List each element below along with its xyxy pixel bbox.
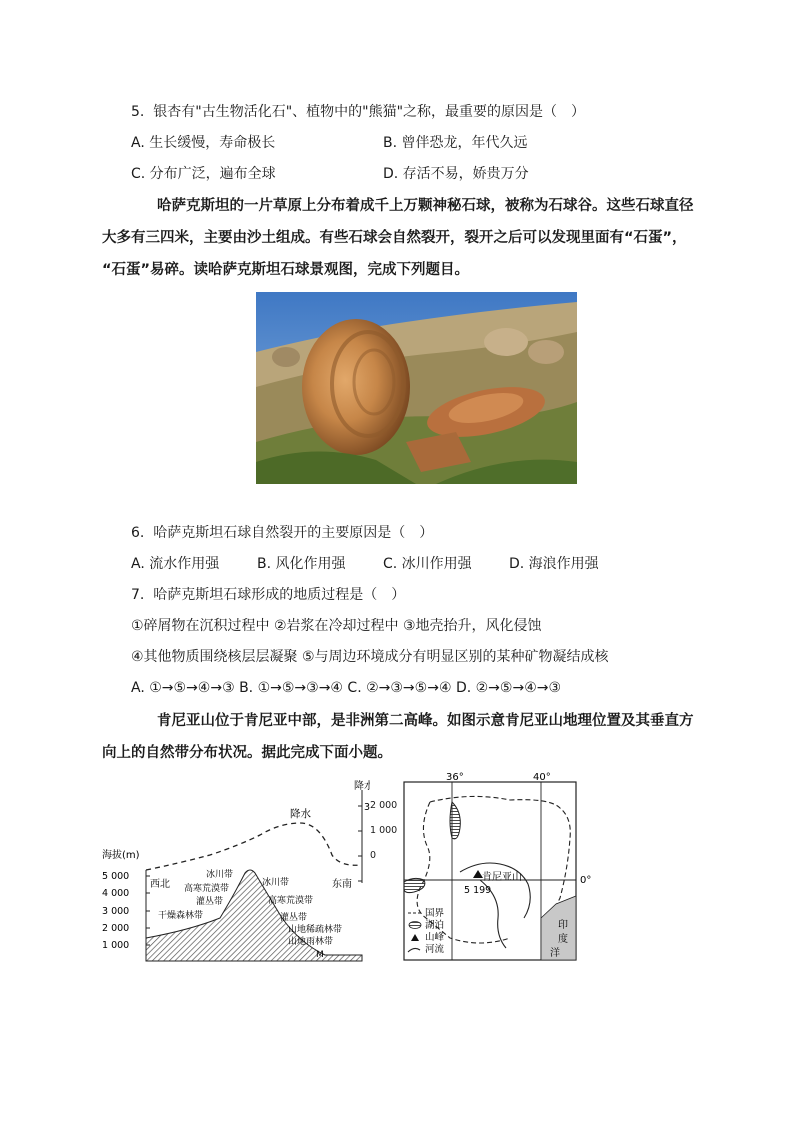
q6-option-c: C. 冰川作用强 (383, 556, 472, 572)
left-zone-glacier: 冰川带 (206, 870, 234, 880)
right-zone-glacier: 冰川带 (262, 878, 290, 888)
peak-name: 肯尼亚山 (482, 872, 522, 883)
q7-stem: 7. 哈萨克斯坦石球形成的地质过程是（ ） (131, 587, 406, 603)
latitude-0: 0° (580, 875, 592, 886)
profile-svg (100, 775, 370, 970)
stone-ball-photo (256, 292, 577, 484)
passage1-line2: 大多有三四米，主要由沙土组成。有些石球会自然裂开，裂开之后可以发现里面有“石蛋”， (102, 230, 687, 246)
precip-curve-label: 降水 (290, 808, 311, 820)
rain-tick-3000: 3 (364, 802, 370, 813)
stone-ball-illustration (256, 292, 577, 484)
legend-lake: 湖泊 (425, 920, 445, 931)
y-axis-label: 海拔(m) (102, 850, 140, 861)
y-tick-1000: 1 000 (102, 940, 130, 951)
y-tick-3000: 3 000 (102, 906, 130, 917)
left-zone-shrub: 灌丛带 (196, 897, 224, 907)
legend-river: 河流 (425, 944, 445, 955)
ocean-char-2: 度 (558, 934, 568, 945)
q7-items-line2: ④其他物质围绕核层层凝聚 ⑤与周边环境成分有明显区别的某种矿物凝结成核 (131, 649, 609, 665)
kenya-mountain-profile (100, 775, 370, 970)
right-zone-shrub: 灌丛带 (280, 913, 308, 923)
q5-option-a: A. 生长缓慢，寿命极长 (131, 135, 276, 151)
passage2-line2: 向上的自然带分布状况。据此完成下面小题。 (102, 745, 392, 761)
peak-height: 5 199 (464, 885, 492, 896)
direction-northwest: 西北 (150, 879, 170, 890)
kenya-location-map (400, 768, 600, 963)
passage1-line3: “石蛋”易碎。读哈萨克斯坦石球景观图，完成下列题目。 (102, 262, 470, 278)
legend-border: 国界 (425, 908, 445, 919)
y-tick-2000: 2 000 (102, 923, 130, 934)
y-tick-5000: 5 000 (102, 871, 130, 882)
ocean-char-3: 洋 (550, 948, 560, 959)
q6-stem: 6. 哈萨克斯坦石球自然裂开的主要原因是（ ） (131, 525, 434, 541)
right-zone-sparse-forest: 山地稀疏林带 (288, 925, 343, 935)
left-zone-dry-forest: 干燥森林带 (158, 911, 204, 921)
q7-items-line1: ①碎屑物在沉积过程中 ②岩浆在冷却过程中 ③地壳抬升，风化侵蚀 (131, 618, 542, 634)
rain-tick-1000: 1 000 (370, 825, 398, 836)
q6-option-d: D. 海浪作用强 (509, 556, 599, 572)
left-zone-alpine-desert: 高寒荒漠带 (184, 884, 230, 894)
rain-tick-2000: 2 000 (370, 800, 398, 811)
q6-option-b: B. 风化作用强 (257, 556, 346, 572)
rain-axis-label: 降水 (354, 781, 370, 792)
direction-southeast: 东南 (332, 879, 352, 890)
q7-options: A. ①→⑤→④→③ B. ①→⑤→③→④ C. ②→③→⑤→④ D. ②→⑤→④→③ (131, 680, 562, 696)
map-svg (400, 768, 600, 963)
rain-tick-0: 0 (370, 850, 377, 861)
q5-option-b: B. 曾伴恐龙，年代久远 (383, 135, 528, 151)
longitude-36: 36° (446, 772, 464, 783)
q6-option-a: A. 流水作用强 (131, 556, 220, 572)
passage2-line1: 肯尼亚山位于肯尼亚中部，是非洲第二高峰。如图示意肯尼亚山地理位置及其垂直方 (157, 713, 694, 729)
passage1-line1: 哈萨克斯坦的一片草原上分布着成千上万颗神秘石球，被称为石球谷。这些石球直径 (157, 198, 694, 214)
ocean-char-1: 印 (558, 920, 568, 931)
y-tick-4000: 4 000 (102, 888, 130, 899)
q5-option-d: D. 存活不易，娇贵万分 (383, 166, 529, 182)
q5-option-c: C. 分布广泛，遍布全球 (131, 166, 276, 182)
legend-lake-icon (409, 922, 421, 929)
right-zone-alpine-desert: 高寒荒漠带 (268, 896, 314, 906)
right-zone-rainforest: 山地雨林带 (288, 937, 334, 947)
legend-peak: 山峰 (425, 932, 445, 943)
profile-point-m: M (316, 950, 324, 960)
longitude-40: 40° (533, 772, 551, 783)
q5-stem: 5. 银杏有"古生物活化石"、植物中的"熊猫"之称，最重要的原因是（ ） (131, 104, 586, 120)
